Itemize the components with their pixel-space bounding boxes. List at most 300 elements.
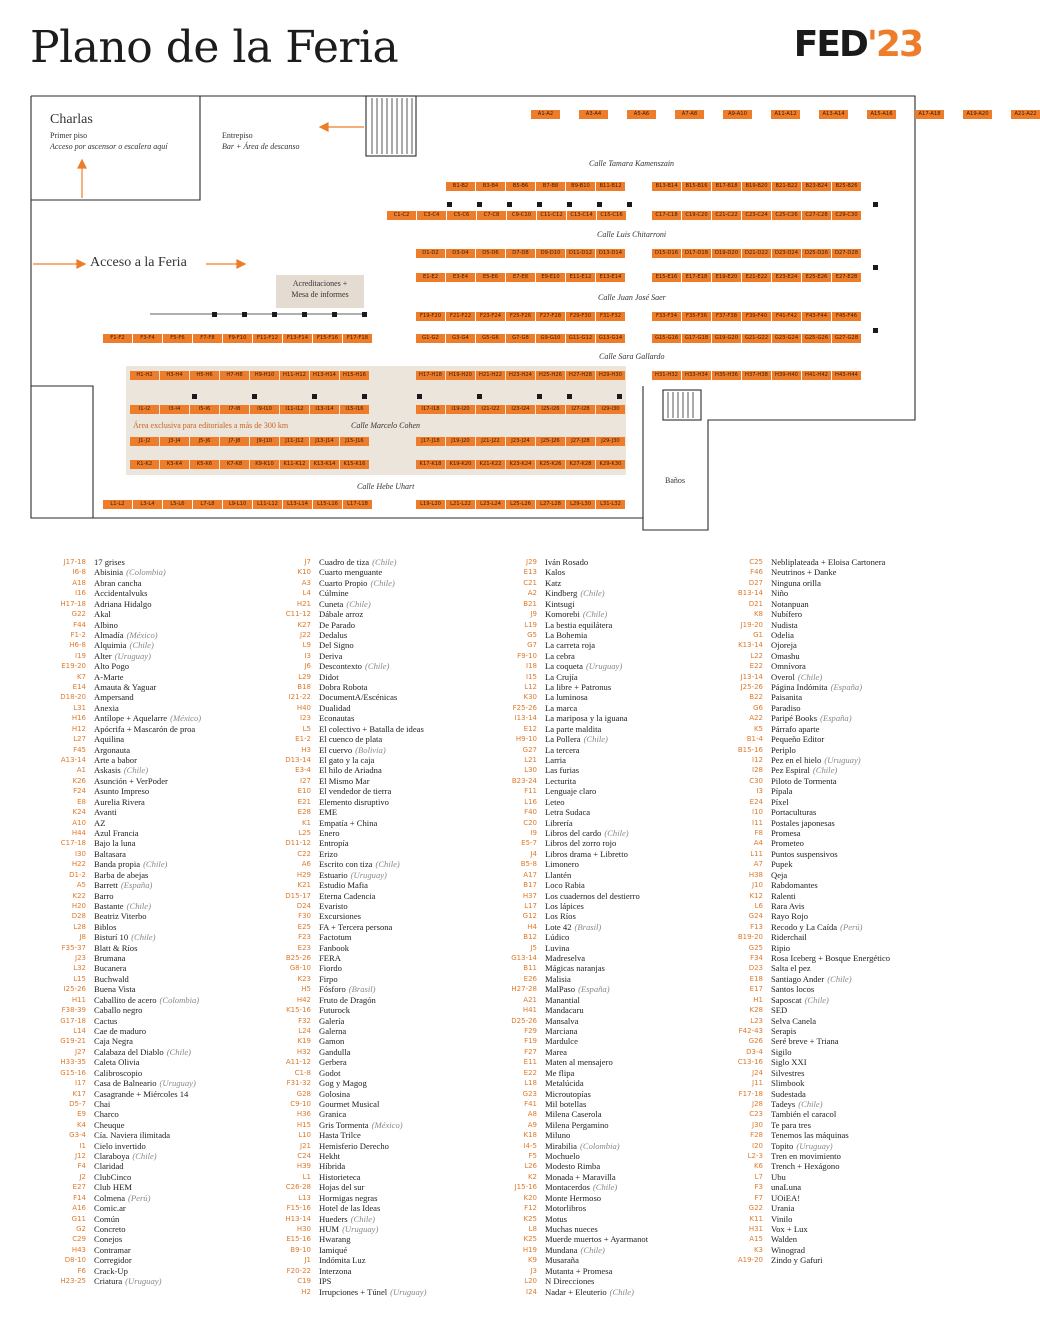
booth: I23-I24 bbox=[506, 405, 535, 414]
booth-code: E26 bbox=[523, 974, 537, 983]
publisher-name: Cuneta bbox=[319, 598, 344, 609]
booth-code: G26 bbox=[748, 1037, 763, 1046]
publisher-country: (Chile) bbox=[804, 994, 829, 1005]
booth-code: K25 bbox=[523, 1214, 537, 1223]
booth: A1-A2 bbox=[531, 110, 560, 119]
booth: I7-I8 bbox=[220, 405, 249, 414]
directory-entry bbox=[509, 932, 731, 942]
booth: D11-D12 bbox=[566, 249, 595, 258]
booth: L17-L18 bbox=[343, 500, 372, 509]
booth: A21-A22 bbox=[1011, 110, 1040, 119]
booth-code: H41 bbox=[522, 1006, 537, 1015]
directory-entry bbox=[509, 797, 731, 807]
publisher-name: Montacerdos bbox=[545, 1182, 590, 1193]
booth-code: K9 bbox=[527, 1256, 537, 1265]
pillar bbox=[873, 328, 878, 333]
publisher-country: (Colombia) bbox=[159, 994, 200, 1005]
booth-code: F6 bbox=[77, 1266, 86, 1275]
publisher-name: Limonero bbox=[545, 859, 579, 870]
booth-code: A1 bbox=[76, 766, 86, 775]
publisher-name: Accidentalvuks bbox=[94, 588, 148, 599]
directory-entry bbox=[509, 1047, 731, 1057]
booth-code: J30 bbox=[752, 1120, 763, 1129]
booth: L27-L28 bbox=[536, 500, 565, 509]
publisher-name: Avanti bbox=[94, 807, 117, 818]
booth-code: L8 bbox=[528, 1225, 537, 1233]
publisher-name: Muchas nueces bbox=[545, 1224, 598, 1234]
publisher-name: unaLuna bbox=[771, 1182, 802, 1193]
booth: H41-H42 bbox=[802, 371, 831, 380]
publisher-name: Club HEM bbox=[94, 1182, 132, 1193]
publisher-name: Casagrande + Miércoles 14 bbox=[94, 1088, 189, 1099]
directory-entry bbox=[283, 1276, 505, 1286]
directory-entry bbox=[283, 838, 505, 848]
publisher-country: (Chile) bbox=[166, 1046, 192, 1057]
directory-entry bbox=[58, 724, 280, 734]
publisher-name: Didot bbox=[319, 671, 339, 682]
booth-code: I6-8 bbox=[72, 568, 86, 577]
directory-entry bbox=[735, 1099, 957, 1109]
publisher-name: Chai bbox=[94, 1098, 111, 1109]
booth: B9-B10 bbox=[566, 182, 595, 191]
booth: H3-H4 bbox=[160, 371, 189, 380]
directory-entry bbox=[735, 1224, 957, 1234]
publisher-name: Gerbera bbox=[319, 1057, 347, 1068]
publisher-name: Dábale arroz bbox=[319, 609, 364, 620]
booth-code: L22 bbox=[750, 651, 763, 660]
booth-code: F12 bbox=[524, 1204, 537, 1213]
booth: K15-K16 bbox=[340, 460, 369, 469]
booth-code: K4 bbox=[76, 1120, 86, 1129]
booth: L13-L14 bbox=[283, 500, 312, 509]
booth: A9-A10 bbox=[723, 110, 752, 119]
directory-entry bbox=[58, 828, 280, 838]
publisher-country: (Uruguay) bbox=[390, 1286, 427, 1297]
directory-entry bbox=[283, 922, 505, 932]
booth: D21-D22 bbox=[742, 249, 771, 258]
directory-entry bbox=[509, 911, 731, 921]
pillar bbox=[477, 394, 482, 399]
publisher-name: Sigilo bbox=[771, 1046, 792, 1057]
directory-entry bbox=[58, 797, 280, 807]
booth: K1-K2 bbox=[130, 460, 159, 469]
publisher-name: Beatriz Viterbo bbox=[94, 911, 147, 922]
publisher-name: SED bbox=[771, 1005, 788, 1016]
publisher-name: El Mismo Mar bbox=[319, 775, 370, 786]
publisher-country: (Chile) bbox=[131, 932, 156, 943]
booth-code: F19 bbox=[524, 1037, 537, 1046]
directory-entry bbox=[283, 651, 505, 661]
booth: F29-F30 bbox=[566, 312, 595, 321]
publisher-name: Golosina bbox=[319, 1088, 351, 1099]
booth: J11-J12 bbox=[280, 437, 309, 446]
publisher-name: Mil botellas bbox=[545, 1098, 587, 1109]
booth-code: F40 bbox=[524, 808, 537, 817]
booth-code: B12 bbox=[523, 933, 537, 942]
directory-entry bbox=[283, 880, 505, 890]
booth-code: I27 bbox=[300, 776, 311, 785]
pillar bbox=[537, 394, 542, 399]
booth: A11-A12 bbox=[771, 110, 800, 119]
booth-code: E1-2 bbox=[295, 735, 311, 744]
publisher-name: Omashu bbox=[771, 650, 800, 661]
publisher-country: (Chile) bbox=[132, 1151, 157, 1162]
booth: H1-H2 bbox=[130, 371, 159, 380]
directory-entry bbox=[283, 1005, 505, 1015]
booth-code: D8-10 bbox=[64, 1256, 86, 1265]
booth: I15-I16 bbox=[340, 405, 369, 414]
directory-entry bbox=[58, 807, 280, 817]
directory-entry bbox=[58, 1255, 280, 1265]
publisher-name: La cebra bbox=[545, 650, 575, 661]
booth: G15-G16 bbox=[652, 334, 681, 343]
booth: K7-K8 bbox=[220, 460, 249, 469]
publisher-name: Nudista bbox=[771, 619, 798, 630]
booth-code: C1-8 bbox=[294, 1068, 311, 1077]
publisher-name: La tercera bbox=[545, 744, 580, 755]
publisher-name: Fiordo bbox=[319, 963, 342, 974]
booth-code: G19-21 bbox=[60, 1037, 86, 1046]
directory-entry bbox=[735, 567, 957, 577]
booth: H17-H18 bbox=[416, 371, 445, 380]
directory-entry bbox=[283, 828, 505, 838]
directory-entry bbox=[283, 567, 505, 577]
booth-code: H42 bbox=[296, 995, 311, 1004]
booth: C1-C2 bbox=[387, 211, 416, 220]
directory-entry bbox=[735, 609, 957, 619]
booth-code: L31 bbox=[73, 703, 86, 712]
booth-code: H12 bbox=[71, 724, 86, 733]
publisher-name: Hueders bbox=[319, 1213, 348, 1224]
booth-code: H22 bbox=[71, 860, 86, 869]
booth: D25-D26 bbox=[802, 249, 831, 258]
booth-code: K6 bbox=[753, 1162, 763, 1171]
booth: F21-F22 bbox=[446, 312, 475, 321]
booth-code: J2 bbox=[79, 1172, 86, 1181]
directory-entry bbox=[509, 1255, 731, 1265]
publisher-name: Enero bbox=[319, 827, 340, 838]
publisher-name: Marea bbox=[545, 1046, 567, 1057]
pillar bbox=[627, 202, 632, 207]
booth: C21-C22 bbox=[712, 211, 741, 220]
publisher-name: ClubCinco bbox=[94, 1171, 132, 1182]
publisher-name: Arte a babor bbox=[94, 755, 137, 766]
publisher-name: Cielo invertido bbox=[94, 1140, 146, 1151]
booth: C9-C10 bbox=[507, 211, 536, 220]
directory-entry bbox=[509, 1005, 731, 1015]
directory-entry bbox=[283, 588, 505, 598]
directory-entry bbox=[58, 1151, 280, 1161]
pillar bbox=[302, 312, 307, 317]
publisher-name: Amauta & Yaguar bbox=[94, 682, 157, 693]
publisher-name: Nubífero bbox=[771, 609, 803, 620]
directory-entry bbox=[735, 765, 957, 775]
publisher-name: Selva Canela bbox=[771, 1015, 817, 1026]
booth: H5-H6 bbox=[190, 371, 219, 380]
publisher-name: Mansalva bbox=[545, 1015, 579, 1026]
booth-code: A11-12 bbox=[285, 1058, 311, 1067]
booth-code: I3 bbox=[756, 787, 763, 796]
directory-entry bbox=[509, 786, 731, 796]
booth-code: F28 bbox=[750, 1131, 763, 1140]
booth-code: D1-2 bbox=[69, 870, 86, 879]
booth-code: K22 bbox=[72, 891, 86, 900]
directory-entry bbox=[283, 620, 505, 630]
publisher-country: (Chile) bbox=[123, 765, 149, 776]
booth-code: E22 bbox=[749, 662, 763, 671]
directory-entry bbox=[735, 880, 957, 890]
directory-entry bbox=[509, 974, 731, 984]
booth-code: A7 bbox=[753, 860, 763, 869]
directory-entry bbox=[735, 963, 957, 973]
booth: H39-H40 bbox=[772, 371, 801, 380]
publisher-name: Paripé Books bbox=[771, 713, 818, 724]
booth: K23-K24 bbox=[506, 460, 535, 469]
publisher-name: Caballo negro bbox=[94, 1005, 143, 1016]
directory-entry bbox=[735, 599, 957, 609]
publisher-country: (Chile) bbox=[350, 1213, 375, 1224]
directory-entry bbox=[58, 1141, 280, 1151]
directory-entry bbox=[58, 1203, 280, 1213]
booth: D3-D4 bbox=[446, 249, 475, 258]
directory-entry bbox=[283, 557, 505, 567]
publisher-name: Lote 42 bbox=[545, 921, 572, 932]
booth-code: L17 bbox=[524, 901, 537, 910]
directory-entry bbox=[735, 818, 957, 828]
booth: J25-J26 bbox=[536, 437, 565, 446]
booth-code: L26 bbox=[524, 1162, 537, 1171]
booth-code: K10 bbox=[297, 568, 311, 577]
publisher-name: La marca bbox=[545, 702, 578, 713]
booth-code: K27 bbox=[297, 620, 311, 629]
directory-entry bbox=[735, 1036, 957, 1046]
booth: A17-A18 bbox=[915, 110, 944, 119]
directory-entry bbox=[58, 557, 280, 567]
directory-entry bbox=[58, 703, 280, 713]
booth-code: F27 bbox=[524, 1047, 537, 1056]
booth: I13-I14 bbox=[310, 405, 339, 414]
directory-entry bbox=[735, 1130, 957, 1140]
publisher-name: Barrett bbox=[94, 880, 118, 891]
publisher-country: (Chile) bbox=[143, 859, 168, 870]
publisher-name: Cactus bbox=[94, 1015, 118, 1026]
booth-code: H17-18 bbox=[60, 599, 86, 608]
directory-entry bbox=[735, 932, 957, 942]
directory-entry bbox=[509, 682, 731, 692]
booth-code: F32 bbox=[298, 1016, 311, 1025]
booth-code: B9-10 bbox=[290, 1245, 311, 1254]
publisher-country: (España) bbox=[830, 682, 863, 693]
publisher-name: Pípala bbox=[771, 786, 793, 797]
directory-entry bbox=[58, 661, 280, 671]
publisher-name: Cía. Naviera ilimitada bbox=[94, 1130, 171, 1141]
booth-code: H16 bbox=[71, 714, 86, 723]
publisher-name: Estudio Mafia bbox=[319, 880, 368, 891]
booth: K9-K10 bbox=[250, 460, 279, 469]
booth-code: D25-26 bbox=[511, 1016, 537, 1025]
directory-entry bbox=[509, 943, 731, 953]
booth: H9-H10 bbox=[250, 371, 279, 380]
booth-code: G24 bbox=[748, 912, 763, 921]
publisher-name: Aquilina bbox=[94, 734, 125, 745]
booth: B1-B2 bbox=[446, 182, 475, 191]
booth-code: E27 bbox=[72, 1183, 86, 1192]
booth: J5-J6 bbox=[190, 437, 219, 446]
publisher-name: Econautas bbox=[319, 713, 355, 724]
booth-code: A18 bbox=[72, 578, 86, 587]
booth-code: K18 bbox=[523, 1131, 537, 1140]
booth: K21-K22 bbox=[476, 460, 505, 469]
publisher-name: Slimbook bbox=[771, 1078, 805, 1089]
publisher-name: Mágicas naranjas bbox=[545, 963, 605, 974]
publisher-name: Calibroscopio bbox=[94, 1067, 143, 1078]
booth-code: G17-18 bbox=[60, 1016, 86, 1025]
directory-entry bbox=[509, 984, 731, 994]
booth-code: B15-16 bbox=[737, 745, 763, 754]
publisher-name: Recodo y La Caída bbox=[771, 921, 838, 932]
area-exclusiva-label: Área exclusiva para editoriales a más de 300 km bbox=[133, 421, 289, 430]
booth: D17-D18 bbox=[682, 249, 711, 258]
directory-entry bbox=[509, 1172, 731, 1182]
directory-entry bbox=[58, 640, 280, 650]
booth-code: F17-18 bbox=[738, 1089, 763, 1098]
booth-code: A3 bbox=[301, 578, 311, 587]
directory-entry bbox=[509, 1203, 731, 1213]
directory-entry bbox=[58, 974, 280, 984]
booth-code: L6 bbox=[754, 901, 763, 910]
booth-code: F14 bbox=[73, 1193, 86, 1202]
booth-code: D5-7 bbox=[69, 1099, 86, 1108]
booth: G1-G2 bbox=[416, 334, 445, 343]
publisher-name: Firpo bbox=[319, 973, 338, 984]
publisher-name: Kintsugi bbox=[545, 598, 575, 609]
pillar bbox=[567, 202, 572, 207]
publisher-name: La Bohemia bbox=[545, 629, 588, 640]
publisher-name: Iamiqué bbox=[319, 1244, 348, 1255]
publisher-name: Hotel de las Ideas bbox=[319, 1203, 381, 1214]
publisher-name: Barro bbox=[94, 890, 114, 901]
booth: B21-B22 bbox=[772, 182, 801, 191]
publisher-name: Irrupciones + Túnel bbox=[319, 1286, 388, 1297]
booth: E5-E6 bbox=[476, 273, 505, 282]
booth-code: A19-20 bbox=[737, 1256, 763, 1265]
booth: D23-D24 bbox=[772, 249, 801, 258]
publisher-name: Kalos bbox=[545, 567, 566, 578]
publisher-country: (Chile) bbox=[583, 734, 608, 745]
booth-code: I18 bbox=[526, 662, 537, 671]
booth-code: H20 bbox=[71, 901, 86, 910]
publisher-name: La coqueta bbox=[545, 661, 583, 672]
directory-entry bbox=[58, 1130, 280, 1140]
directory-entry bbox=[58, 1016, 280, 1026]
directory-entry bbox=[283, 734, 505, 744]
booth-code: J17-18 bbox=[63, 558, 86, 566]
publisher-name: Qeja bbox=[771, 869, 788, 880]
publisher-name: Godot bbox=[319, 1067, 341, 1078]
publisher-name: La mariposa y la iguana bbox=[545, 713, 628, 724]
directory-entry bbox=[58, 1036, 280, 1046]
publisher-name: Las furias bbox=[545, 765, 580, 776]
publisher-name: Libros del zorro rojo bbox=[545, 838, 617, 849]
booth: H13-H14 bbox=[310, 371, 339, 380]
booth: H19-H20 bbox=[446, 371, 475, 380]
publisher-name: Portaculturas bbox=[771, 807, 817, 818]
directory-entry bbox=[735, 776, 957, 786]
booth-code: H39 bbox=[296, 1162, 311, 1171]
booth-code: L2-3 bbox=[747, 1152, 763, 1161]
booth-code: D13-14 bbox=[285, 756, 311, 765]
directory-entry bbox=[509, 567, 731, 577]
booth: D13-D14 bbox=[596, 249, 625, 258]
booth-code: L14 bbox=[73, 1026, 86, 1035]
publisher-name: Lúdico bbox=[545, 932, 570, 943]
booth: K11-K12 bbox=[280, 460, 309, 469]
publisher-name: La luminosa bbox=[545, 692, 588, 703]
publisher-name: Odelia bbox=[771, 629, 794, 640]
booth: G23-G24 bbox=[772, 334, 801, 343]
directory-entry bbox=[58, 1245, 280, 1255]
publisher-name: Bucanera bbox=[94, 963, 127, 974]
directory-entry bbox=[58, 651, 280, 661]
booth-code: D28 bbox=[71, 912, 86, 921]
publisher-name: Santiago Ander bbox=[771, 973, 825, 984]
directory-entry bbox=[735, 588, 957, 598]
publisher-name: Conejos bbox=[94, 1234, 123, 1245]
booth: H7-H8 bbox=[220, 371, 249, 380]
booth: J21-J22 bbox=[476, 437, 505, 446]
directory-entry bbox=[509, 1057, 731, 1067]
booth-code: D27 bbox=[748, 578, 763, 587]
directory-entry bbox=[58, 1234, 280, 1244]
booth-code: I1 bbox=[79, 1141, 86, 1150]
booth: A19-A20 bbox=[963, 110, 992, 119]
booth-code: L30 bbox=[524, 766, 537, 775]
booth-code: F9-10 bbox=[517, 651, 537, 660]
directory-entry bbox=[283, 1287, 505, 1297]
directory-entry bbox=[735, 1245, 957, 1255]
booth-code: L24 bbox=[298, 1026, 311, 1035]
publisher-name: Buena Vista bbox=[94, 984, 136, 995]
booth-code: F24 bbox=[73, 787, 86, 796]
booth: K25-K26 bbox=[536, 460, 565, 469]
publisher-name: Biblos bbox=[94, 921, 117, 932]
directory-entry bbox=[283, 807, 505, 817]
booth-code: A16 bbox=[72, 1204, 86, 1213]
directory-entry bbox=[283, 995, 505, 1005]
directory-entry bbox=[509, 630, 731, 640]
publisher-name: Banda propia bbox=[94, 859, 141, 870]
publisher-name: Askasis bbox=[94, 765, 121, 776]
publisher-name: Antílope + Aquelarre bbox=[94, 713, 168, 724]
publisher-name: Galería bbox=[319, 1015, 345, 1026]
directory-entry bbox=[735, 859, 957, 869]
booth-code: L25 bbox=[298, 828, 311, 837]
booth-code: I12 bbox=[752, 756, 763, 765]
publisher-name: Ripio bbox=[771, 942, 791, 953]
directory-entry bbox=[283, 1130, 505, 1140]
publisher-name: Monada + Maravilla bbox=[545, 1171, 616, 1182]
booth: K13-K14 bbox=[310, 460, 339, 469]
publisher-name: Kindberg bbox=[545, 588, 578, 599]
booth: B25-B26 bbox=[832, 182, 861, 191]
booth-code: K7 bbox=[76, 672, 86, 681]
publisher-name: Cúlmine bbox=[319, 588, 349, 599]
booth-code: E19-20 bbox=[61, 662, 86, 671]
booth-code: C20 bbox=[523, 818, 537, 827]
directory-entry bbox=[509, 891, 731, 901]
booth: I11-I12 bbox=[280, 405, 309, 414]
directory-entry bbox=[735, 1089, 957, 1099]
